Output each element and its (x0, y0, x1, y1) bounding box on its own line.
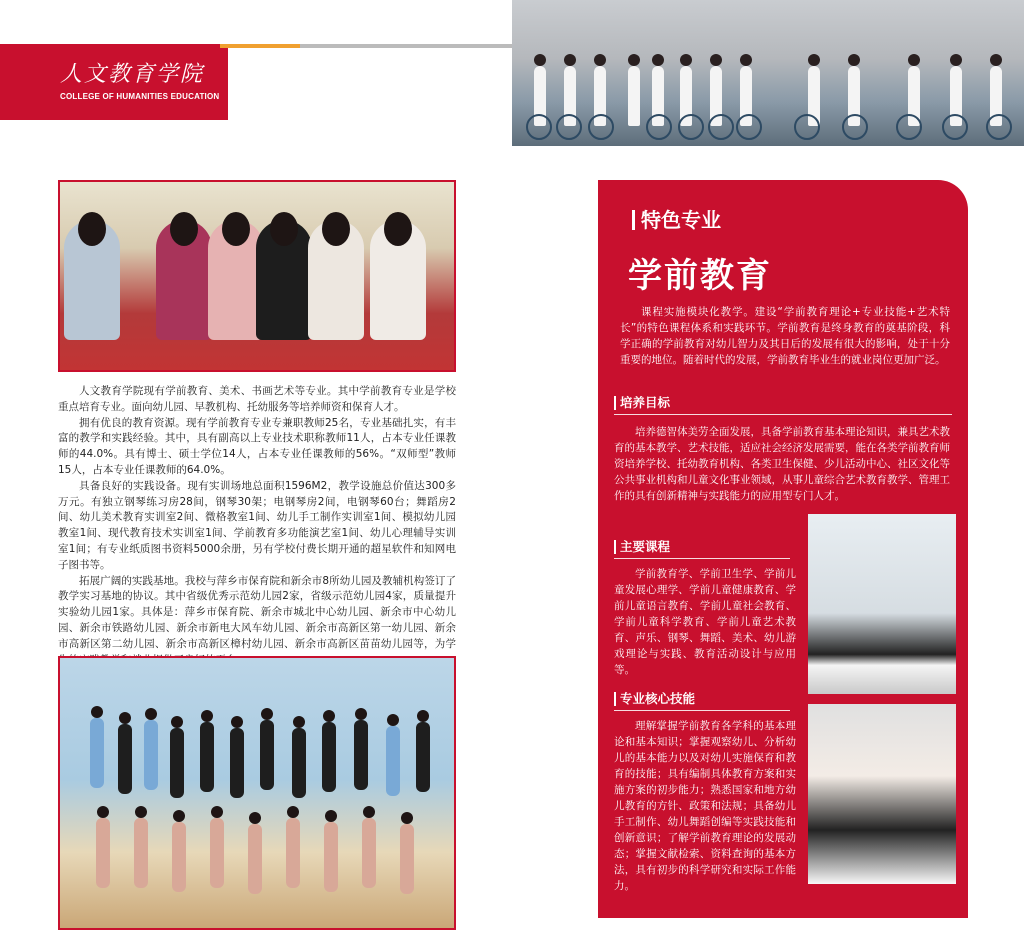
skills-heading: 专业核心技能 (614, 692, 695, 706)
panel-tag: 特色专业 (632, 204, 721, 233)
goal-text: 培养德智体美劳全面发展，具备学前教育基本理论知识，兼具艺术教育的基本教学、艺术技能，适应社会经济发展需要，能在各类学前教育师资培养学校、托幼教育机构、各类卫生保健、少儿活动中心、社区文化等公共事业机构和儿童文化事业领域，从事儿童综合艺术教育教学、管理工作的具有创新精神与实践能力的应用型专门人才。 (614, 426, 950, 502)
goal-heading: 培养目标 (614, 396, 670, 410)
dance-class-photo (58, 656, 456, 930)
panel-title: 学前教育 (628, 256, 772, 296)
handcraft-class-photo (58, 180, 456, 372)
courses-heading: 主要课程 (614, 540, 670, 554)
intro-paragraph: 具备良好的实践设备。现有实训场地总面积1596M2，教学设施总价值达300多万元。有独立钢琴练习房28间，钢琴30架；电钢琴房2间，电钢琴60台；舞蹈房2间、幼儿美术教育实训室2间、微格教室1间、幼儿手工制作实训室1间、模拟幼儿园教室1间、现代教育技术实训室1间、学前教育多功能演艺室1间、幼儿心理辅导实训室1间；有专业纸质图书资料5000余册，另有学校付费长期开通的超星软件和知网电子图书等。 (58, 479, 456, 571)
courses-divider (614, 558, 790, 559)
drawing-class-photo (806, 702, 958, 886)
panel-intro: 课程实施模块化教学。建设“学前教育理论+专业技能+艺术特长”的特色课程体系和实践环节。学前教育是终身教育的奠基阶段，科学正确的学前教育对幼儿智力及其日后的发展有很大的影响，处于十分重要的地位。随着时代的发展，学前教育毕业生的就业岗位更加广泛。 (620, 306, 950, 366)
college-introduction (58, 384, 456, 668)
skills-divider (614, 710, 790, 711)
students-bikes-photo (512, 0, 1024, 146)
intro-paragraph: 人文教育学院现有学前教育、美术、书画艺术等专业。其中学前教育专业是学校重点培育专业。面向幼儿园、早教机构、托幼服务等培养师资和保育人才。 (58, 385, 456, 413)
intro-paragraph: 拓展广阔的实践基地。我校与萍乡市保育院和新余市8所幼儿园及教辅机构签订了教学实习基地的协议。其中省级优秀示范幼儿园2家，省级示范幼儿园4家，质量提升实验幼儿园1家。具体是：萍乡市保育院、新余市城北中心幼儿园、新余市中心幼儿园、新余市铁路幼儿园、新余市新电大风车幼儿园、新余市高新区第一幼儿园、新余市高新区第二幼儿园、新余市高新区樟村幼儿园、新余市高新区苗苗幼儿园等，为学 (58, 574, 456, 650)
piano-class-photo (806, 512, 958, 696)
courses-text: 学前教育学、学前卫生学、学前儿童发展心理学、学前儿童健康教育、学前儿童语言教育、学前儿童社会教育、学前儿童科学教育、学前儿童艺术教育、声乐、钢琴、舞蹈、美术、幼儿游戏理论与实践、教育活动设计与应用等。 (614, 568, 796, 676)
goal-divider (614, 414, 952, 415)
college-name-en: COLLEGE OF HUMANITIES EDUCATION (60, 92, 220, 101)
intro-paragraph: 拥有优良的教育资源。现有学前教育专业专兼职教师25名，专业基础扎实，有丰富的教学和实践经验。其中，具有副高以上专业技术职称教师11人，占本专业任课教师的44.0%。具有博士、硕士学位14人，占本专业任课教师的56%。“双师型”教师15人，占本专业任课教师的64.0%。 (58, 416, 456, 476)
college-badge (0, 48, 228, 120)
skills-text: 理解掌握学前教育各学科的基本理论和基本知识；掌握观察幼儿、分析幼儿的基本能力以及对幼儿实施保育和教育的技能；具有编制具体教育方案和实施方案的初步能力；熟悉国家和地方幼儿教育的方针、政策和法规；具备幼儿手工制作、幼儿舞蹈创编等实践技能和创新意识；了解学前教育理论的发展动态；掌握文献检索、资料查询的基本方法，具有初步的科学研究和实际工作能力。 (614, 720, 796, 892)
college-name-cn: 人文教育学院 (60, 62, 205, 87)
